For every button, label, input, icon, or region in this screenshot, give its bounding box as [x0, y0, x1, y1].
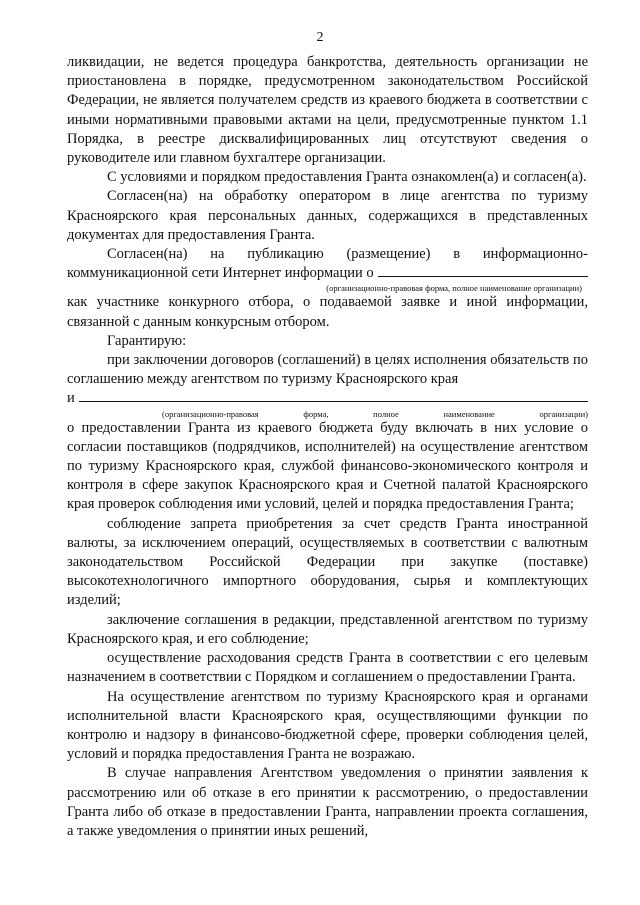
paragraph-personal-data-consent: Согласен(на) на обработку оператором в лице агентства по туризму Красноярского края персональных данных, содержащихся в представленных документах для предоставления Гранта. — [67, 188, 588, 243]
caption2-part: (организационно-правовая — [162, 408, 259, 419]
contracts-org-line — [67, 389, 588, 408]
guarantee-heading: Гарантирую: — [107, 332, 187, 349]
org-name-blank-1[interactable] — [378, 264, 588, 277]
paragraph-liquidation: ликвидации, не ведется процедура банкротства, деятельность организации не приостановлена в порядке, предусмотренном законодательством Российской Федерации, не является получателем средств из краевого бюджета в соответствии с иными нормативными правовыми актами на цели, предусмотренные пунктом 1.1 Порядка, в реестре дисквалифицированных лиц отсутствуют сведения о руководителе или главном бухгалтере организации. — [67, 54, 588, 167]
paragraph-publication-consent-end: как участнике конкурного отбора, о подаваемой заявке и иной информации, связанной с данным конкурсным отбором. — [67, 294, 588, 330]
paragraph-inspections: На осуществление агентством по туризму Красноярского края и органами исполнительной власти Красноярского края, осуществляющими функции по контролю и надзору в финансово-бюджетной сфере, проверки соблюдения целей, условий и порядка предоставления Гранта не возражаю. — [67, 688, 588, 763]
paragraph-notifications: В случае направления Агентством уведомления о принятии заявления к рассмотрению или об отказе в его принятии к рассмотрению, о предоставлении Гранта либо об отказе в предоставлении Гранта, направлении проекта соглашения, а также уведомления о принятии иных решений, — [67, 765, 588, 839]
paragraph-contracts-end: о предоставлении Гранта из краевого бюджета буду включать в них условие о согласии поставщиков (подрядчиков, исполнителей) на осуществление агентством по туризму Красноярского края, службой финансово-экономического контроля и контроля в сфере закупок Красноярского края и Счетной палатой Красноярского края проверок соблюдения ими условий, целей и порядка предоставления Гранта; — [67, 419, 588, 513]
document-body — [67, 53, 588, 841]
paragraph-contracts: при заключении договоров (соглашений) в целях исполнения обязательств по соглашению между агентством по туризму Красноярского края — [67, 352, 588, 388]
paragraph-spending: осуществление расходования средств Гранта в соответствии с его целевым назначением в соответствии с Порядком и соглашением о предоставлении Гранта. — [67, 650, 588, 686]
publication-org-label: коммуникационной сети Интернет информации о — [67, 265, 374, 282]
caption2-part: форма, — [303, 408, 329, 419]
contracts-org-label: и — [67, 390, 75, 407]
publication-org-line — [67, 264, 588, 283]
org-name-caption-1: (организационно-правовая форма, полное наименование организации) — [326, 283, 582, 294]
paragraph-conditions: С условиями и порядком предоставления Гранта ознакомлен(а) и согласен(а). — [107, 169, 587, 186]
paragraph-currency-ban: соблюдение запрета приобретения за счет средств Гранта иностранной валюты, за исключением операций, осуществляемых в соответствии с валютным законодательством Российской Федерации при закупке (поставке) высокотехнологичного импортного оборудования, сырья и комплектующих изделий; — [67, 515, 588, 609]
caption2-part: наименование — [443, 408, 495, 419]
org-name-caption-2 — [67, 409, 588, 419]
page-number: 2 — [316, 30, 324, 45]
caption2-part: полное — [373, 408, 399, 419]
caption2-part: организации) — [539, 408, 588, 419]
paragraph-agreement: заключение соглашения в редакции, представленной агентством по туризму Красноярского края, и его соблюдение; — [67, 611, 588, 647]
paragraph-publication-consent-line1: Согласен(на) на публикацию (размещение) в информационно- — [107, 246, 588, 263]
org-name-blank-2[interactable] — [79, 389, 588, 402]
